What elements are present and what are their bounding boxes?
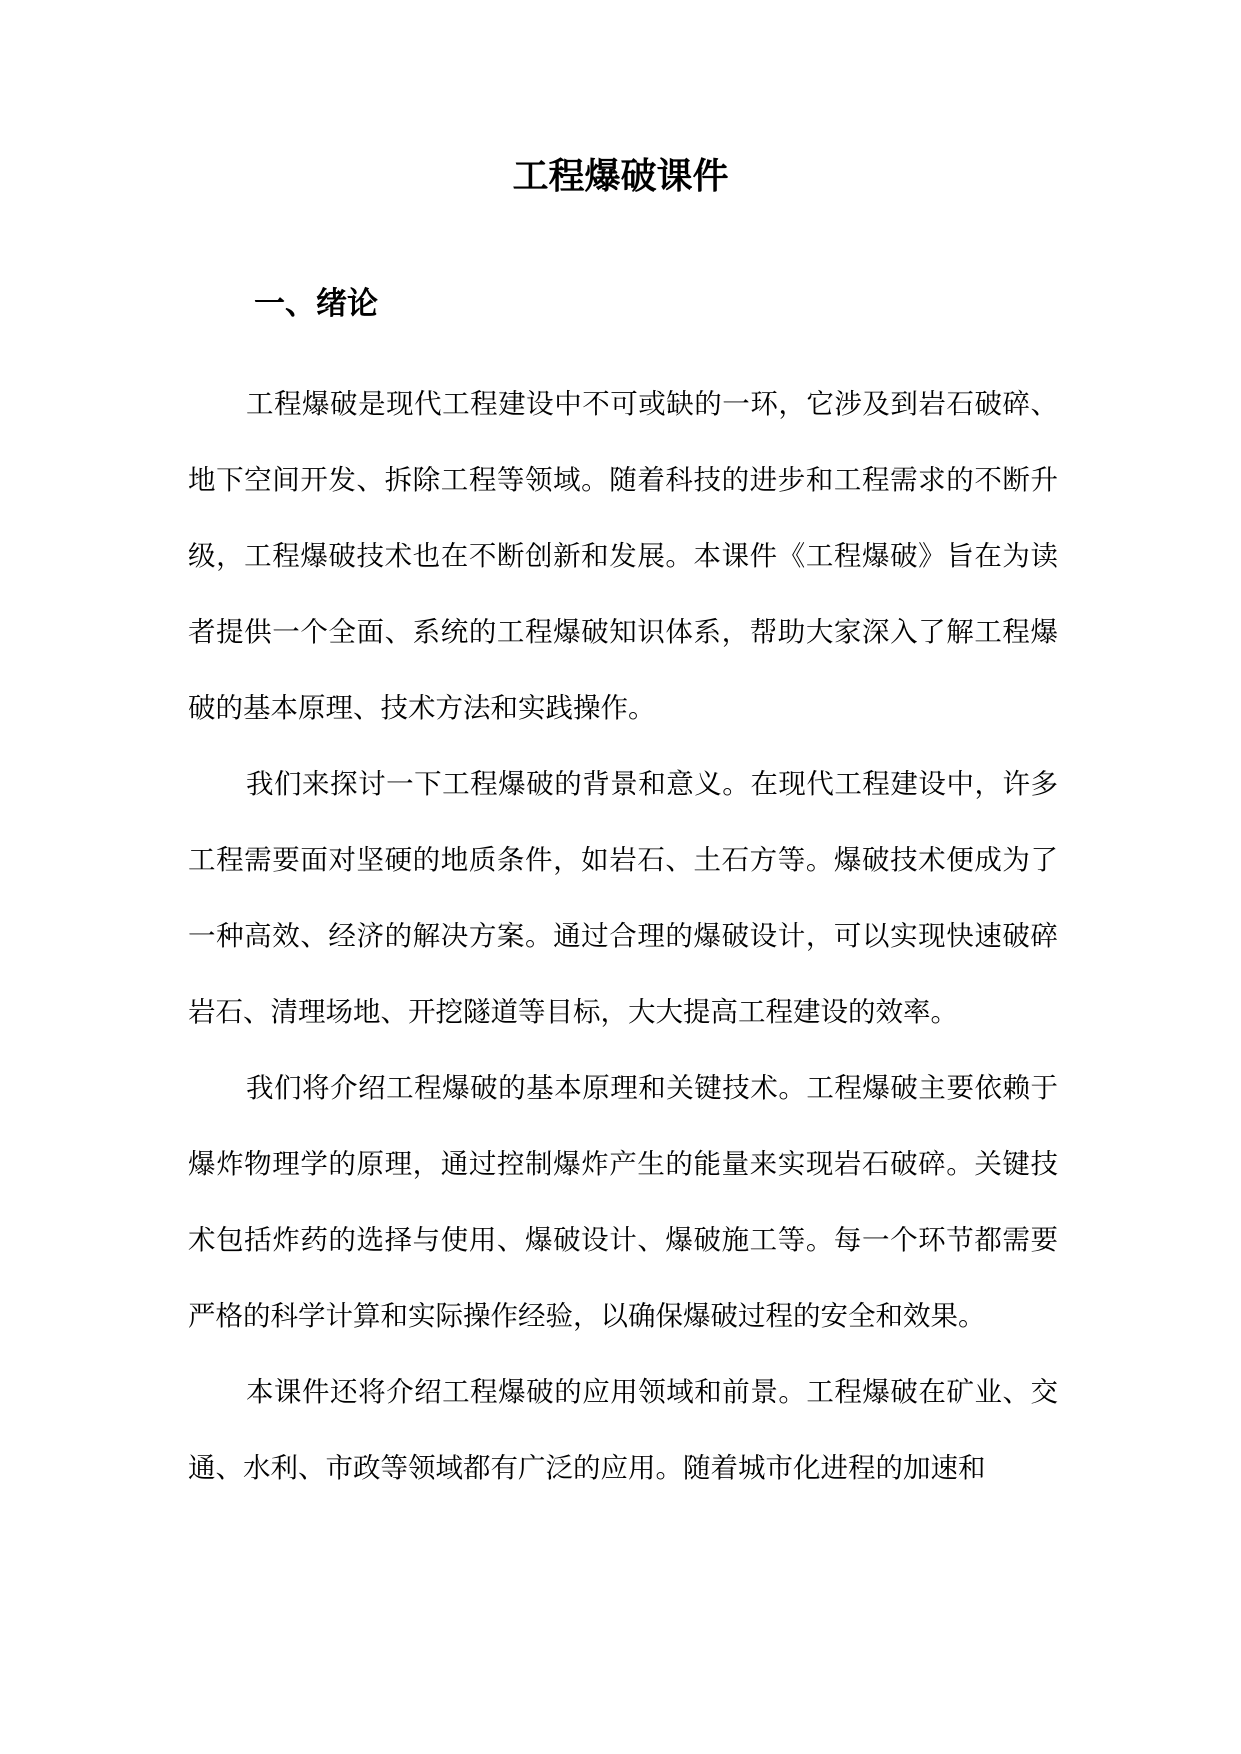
section-heading: 一、绪论 xyxy=(254,286,378,322)
document-body xyxy=(188,366,1058,1506)
paragraph: 工程爆破是现代工程建设中不可或缺的一环，它涉及到岩石破碎、地下空间开发、拆除工程等领域。随着科技的进步和工程需求的不断升级，工程爆破技术也在不断创新和发展。本课件《工程爆破》旨在为读者提供一个全面、系统的工程爆破知识体系，帮助大家深入了解工程爆破的基本原理、技术方法和实践操作。 xyxy=(188,388,1058,724)
paragraph: 本课件还将介绍工程爆破的应用领域和前景。工程爆破在矿业、交通、水利、市政等领域都有广泛的应用。随着城市化进程的加速和 xyxy=(188,1376,1058,1484)
paragraph: 我们将介绍工程爆破的基本原理和关键技术。工程爆破主要依赖于爆炸物理学的原理，通过控制爆炸产生的能量来实现岩石破碎。关键技术包括炸药的选择与使用、爆破设计、爆破施工等。每一个环节都需要严格的科学计算和实际操作经验，以确保爆破过程的安全和效果。 xyxy=(188,1072,1058,1332)
paragraph: 我们来探讨一下工程爆破的背景和意义。在现代工程建设中，许多工程需要面对坚硬的地质条件，如岩石、土石方等。爆破技术便成为了一种高效、经济的解决方案。通过合理的爆破设计，可以实现快速破碎岩石、清理场地、开挖隧道等目标，大大提高工程建设的效率。 xyxy=(188,768,1058,1028)
document-title: 工程爆破课件 xyxy=(512,155,729,197)
